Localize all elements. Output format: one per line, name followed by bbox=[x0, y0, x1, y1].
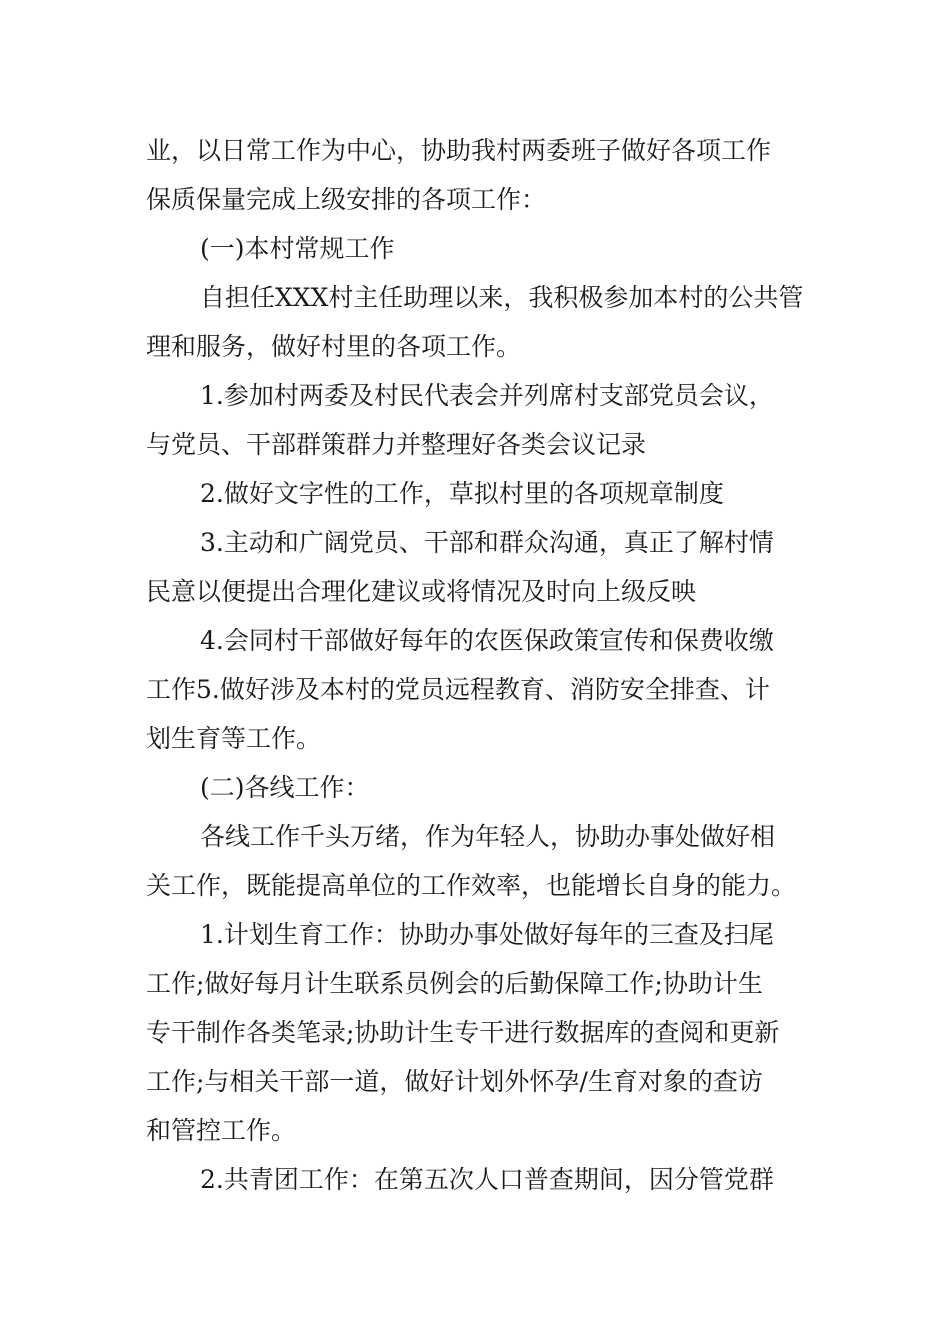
list-item: 1.计划生育工作：协助办事处做好每年的三查及扫尾 bbox=[200, 920, 774, 949]
text-line: 和管控工作。 bbox=[146, 1116, 297, 1145]
text-line: 保质保量完成上级安排的各项工作： bbox=[146, 185, 547, 214]
text-line: 业，以日常工作为中心，协助我村两委班子做好各项工作 bbox=[146, 136, 772, 165]
list-item: 1.参加村两委及村民代表会并列席村支部党员会议， bbox=[200, 381, 774, 410]
list-item: 2.做好文字性的工作，草拟村里的各项规章制度 bbox=[200, 479, 724, 508]
text-line: 理和服务，做好村里的各项工作。 bbox=[146, 332, 522, 361]
list-item: 2.共青团工作：在第五次人口普查期间，因分管党群 bbox=[200, 1165, 774, 1194]
text-line: 民意以便提出合理化建议或将情况及时向上级反映 bbox=[146, 577, 697, 606]
text-line: 各线工作千头万绪，作为年轻人，协助办事处做好相 bbox=[200, 822, 776, 851]
list-item: 3.主动和广阔党员、干部和群众沟通，真正了解村情 bbox=[200, 528, 774, 557]
text-line: 工作;与相关干部一道，做好计划外怀孕/生育对象的查访 bbox=[146, 1067, 763, 1096]
list-item: 4.会同村干部做好每年的农医保政策宣传和保费收缴 bbox=[200, 626, 774, 655]
section-heading: (二)各线工作： bbox=[200, 773, 370, 802]
text-line: 划生育等工作。 bbox=[146, 724, 322, 753]
section-heading: (一)本村常规工作 bbox=[200, 234, 395, 263]
document-body bbox=[146, 126, 810, 1204]
text-line: 与党员、干部群策群力并整理好各类会议记录 bbox=[146, 430, 647, 459]
text-line: 自担任XXX村主任助理以来，我积极参加本村的公共管 bbox=[200, 283, 804, 312]
text-line: 关工作，既能提高单位的工作效率，也能增长自身的能力。 bbox=[146, 871, 797, 900]
text-line: 专干制作各类笔录;协助计生专干进行数据库的查阅和更新 bbox=[146, 1018, 780, 1047]
text-line: 工作;做好每月计生联系员例会的后勤保障工作;协助计生 bbox=[146, 969, 763, 998]
text-line: 工作5.做好涉及本村的党员远程教育、消防安全排查、计 bbox=[146, 675, 770, 704]
